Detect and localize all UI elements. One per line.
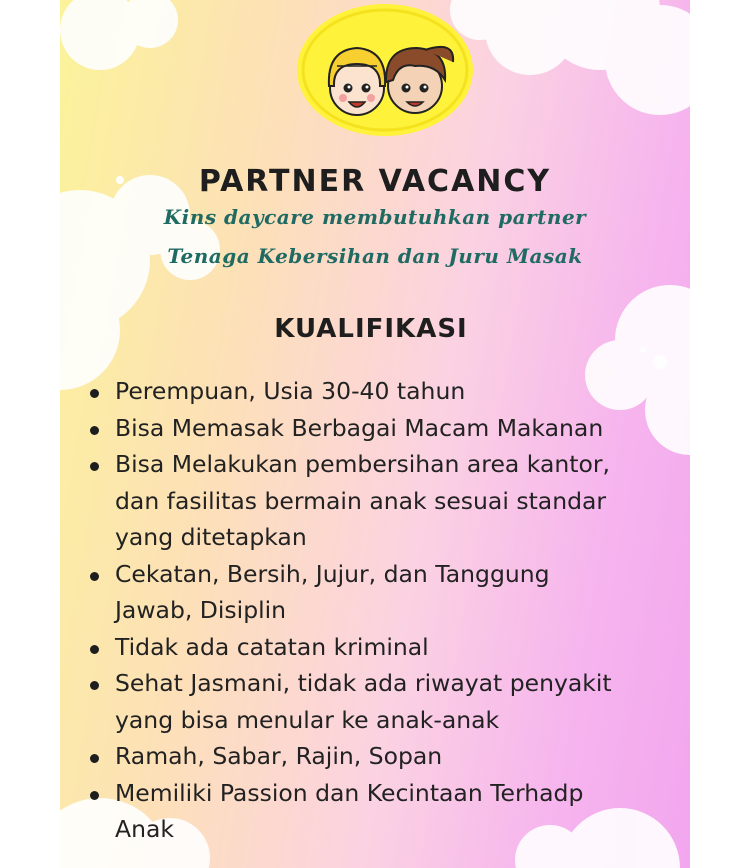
item-text: Sehat Jasmani, tidak ada riwayat penyakit bbox=[115, 669, 612, 697]
list-item bbox=[88, 373, 668, 410]
item-text: Jawab, Disiplin bbox=[115, 596, 287, 624]
subtitle-line-1: Kins daycare membutuhkan partner bbox=[163, 205, 587, 229]
vacancy-poster bbox=[60, 0, 690, 868]
list-item bbox=[88, 556, 668, 629]
list-item bbox=[88, 629, 668, 666]
list-item bbox=[88, 665, 668, 738]
item-text: Perempuan, Usia 30-40 tahun bbox=[115, 377, 466, 405]
item-text: Cekatan, Bersih, Jujur, dan Tanggung bbox=[115, 559, 550, 588]
section-title: KUALIFIKASI bbox=[274, 314, 468, 344]
item-text: dan fasilitas bermain anak sesuai standar bbox=[115, 486, 607, 515]
item-text: Ramah, Sabar, Rajin, Sopan bbox=[115, 742, 443, 770]
item-text: yang ditetapkan bbox=[115, 523, 307, 551]
item-text: Bisa Memasak Berbagai Macam Makanan bbox=[115, 413, 604, 442]
list-item bbox=[88, 738, 668, 775]
subtitle-line-2: Tenaga Kebersihan dan Juru Masak bbox=[167, 244, 583, 268]
qualification-list bbox=[88, 373, 668, 848]
list-item bbox=[88, 775, 668, 848]
item-text: Bisa Melakukan pembersihan area kantor, bbox=[115, 450, 610, 478]
item-text: yang bisa menular ke anak-anak bbox=[115, 705, 500, 734]
item-text: Anak bbox=[115, 815, 174, 843]
page-title: PARTNER VACANCY bbox=[198, 164, 552, 199]
item-text: Memiliki Passion dan Kecintaan Terhadp bbox=[115, 778, 584, 807]
list-item bbox=[88, 446, 668, 556]
item-text: Tidak ada catatan kriminal bbox=[115, 632, 429, 661]
two-kids-faces-icon bbox=[285, 0, 485, 150]
list-item bbox=[88, 410, 668, 447]
